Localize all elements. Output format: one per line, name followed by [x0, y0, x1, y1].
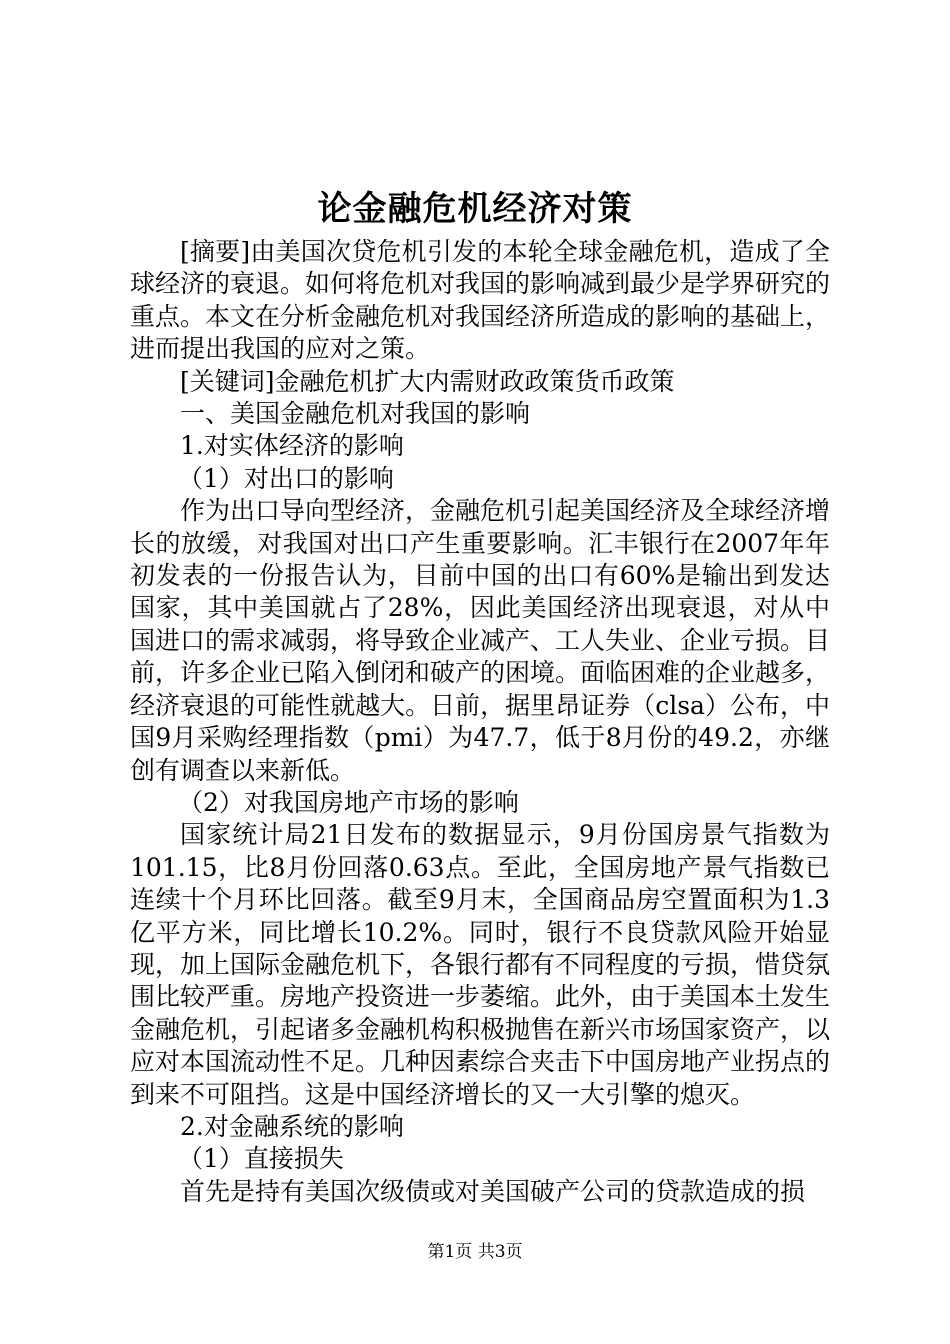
keywords-paragraph: [关键词]金融危机扩大内需财政政策货币政策	[180, 366, 675, 396]
page-footer: 第1页 共3页	[427, 1242, 523, 1262]
subsubsection-heading-2: （2）对我国房地产市场的影响	[178, 787, 519, 817]
body-paragraph-real-estate: 国家统计局21日发布的数据显示，9月份国房景气指数为101.15，比8月份回落0.63点。至此，全国房地产景气指数已连续十个月环比回落。截至9月末，全国商品房空置面积为1.3亿平方米，同比增长10.2%。同时，银行不良贷款风险开始显现，加上国际金融危机下，各银行都有不同程度的亏损，惜贷氛围比较严重。房地产投资进一步萎缩。此外，由于美国本土发生金融危机，引起诸多金融机构积极抛售在新兴市场国家资产，以应对本国流动性不足。几种因素综合夹击下中国房地产业拐点的到来不可阻挡。这是中国经济增长的又一大引擎的熄灭。	[130, 820, 831, 1109]
document-title: 论金融危机经济对策	[317, 189, 633, 229]
body-paragraph-direct-loss: 首先是持有美国次级债或对美国破产公司的贷款造成的损	[180, 1176, 806, 1206]
subsubsection-heading-1: （1）对出口的影响	[178, 463, 394, 493]
body-paragraph-export: 作为出口导向型经济，金融危机引起美国经济及全球经济增长的放缓，对我国对出口产生重要影响。汇丰银行在2007年年初发表的一份报告认为，目前中国的出口有60%是输出到发达国家，其中美国就占了28%，因此美国经济出现衰退，对从中国进口的需求减弱，将导致企业减产、工人失业、企业亏损。目前，许多企业已陷入倒闭和破产的困境。面临困难的企业越多，经济衰退的可能性就越大。日前，据里昂证券（clsa）公布，中国9月采购经理指数（pmi）为47.7，低于8月份的49.2，亦继创有调查以来新低。	[130, 496, 831, 785]
section-heading-1: 一、美国金融危机对我国的影响	[180, 399, 531, 429]
abstract-paragraph: [摘要]由美国次贷危机引发的本轮全球金融危机，造成了全球经济的衰退。如何将危机对我国的影响减到最少是学界研究的重点。本文在分析金融危机对我国经济所造成的影响的基础上，进而提出我国的应对之策。	[130, 237, 831, 364]
subsection-heading-1: 1.对实体经济的影响	[180, 431, 404, 461]
subsection-heading-2: 2.对金融系统的影响	[180, 1111, 404, 1141]
document-body	[130, 236, 830, 1208]
subsubsection-heading-3: （1）直接损失	[178, 1144, 344, 1174]
